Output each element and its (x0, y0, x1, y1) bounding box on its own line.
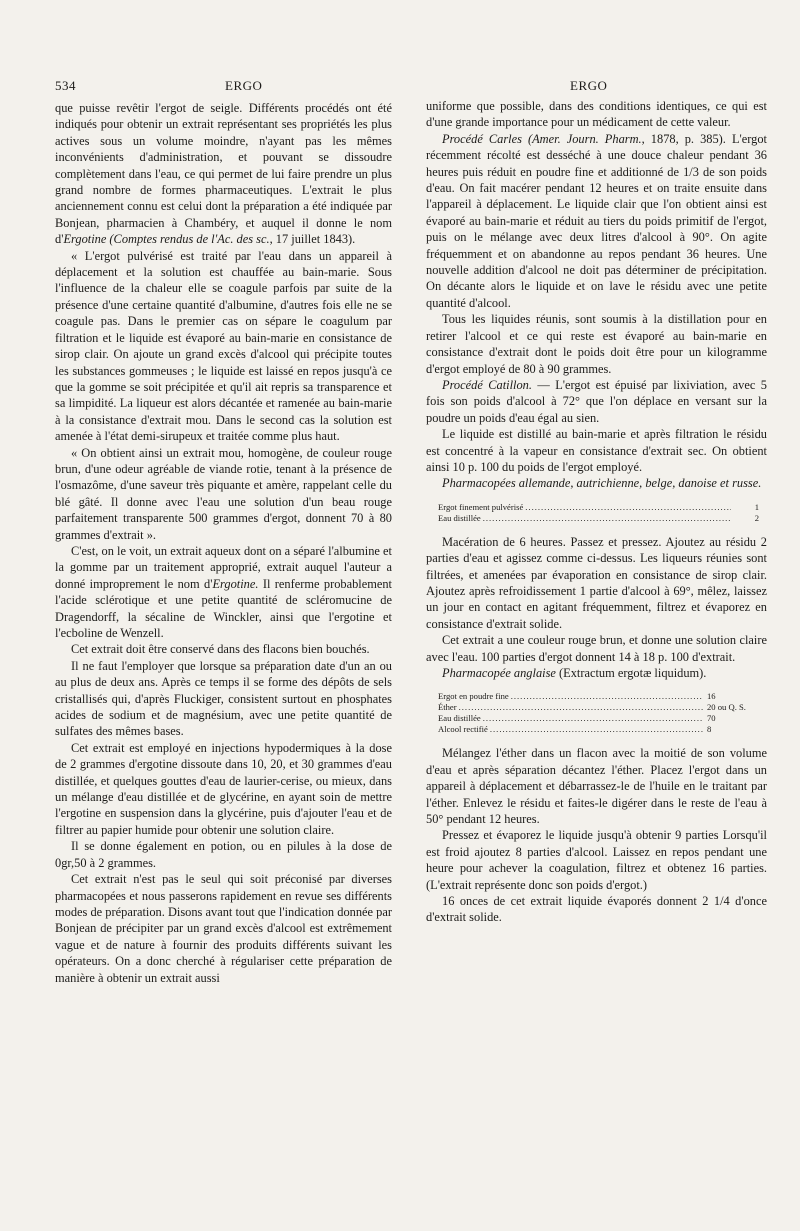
page-number: 534 (55, 78, 76, 93)
paragraph: « On obtient ainsi un extrait mou, homogène, de couleur rouge brun, d'une odeur agréable de viande rotie, tenant à la présence de l'osmazôme, d'une saveur très piquante et amère, rappelant celle du blé gâté. Il donne avec l'eau une solution d'un beau rouge parfaitement transparente 500 grammes d'ergot, donnent 70 à 80 grammes d'extrait ». (55, 445, 392, 542)
formula-table-1 (438, 502, 759, 524)
left-column (55, 100, 392, 986)
formula-row: Ergot en poudre fine ..... 16 (438, 691, 759, 702)
paragraph: Pharmacopée anglaise (Extractum ergotæ liquidum). (442, 666, 707, 680)
paragraph: Procédé Catillon. — L'ergot est épuisé par lixiviation, avec 5 fois son poids d'alcool à 72° que l'on déplace en versant sur la poudre un poids d'eau égal au sien. (426, 377, 767, 425)
paragraph: Mélangez l'éther dans un flacon avec la moitié de son volume d'eau et après séparation décantez l'éther. Placez l'ergot dans un appareil à déplacement et débarrassez-le de l'huile en le traitant par l'éther. Enlevez le résidu et faites-le digérer dans le reste de l'eau à 50° pendant 12 heures. (426, 746, 767, 827)
paragraph: Cet extrait doit être conservé dans des flacons bien bouchés. (71, 642, 370, 657)
formula-row: Eau distillée ..... 70 (438, 713, 759, 724)
paragraph: Pharmacopées allemande, autrichienne, belge, danoise et russe. (442, 476, 762, 491)
right-column (426, 98, 767, 926)
paragraph: Tous les liquides réunis, sont soumis à la distillation pour en retirer l'alcool et ce qui reste est évaporé au bain-marie en consistance d'extrait dont le poids doit être pour un kilogramme d'ergot employé de 80 à 90 grammes. (426, 312, 767, 376)
formula-table-2 (438, 691, 759, 735)
paragraph: que puisse revêtir l'ergot de seigle. Différents procédés ont été indiqués pour obtenir un extrait représentant ses propriétés les plus actives sous un volume moindre, n'ayant pas les mêmes inconvénients d'administration, et pouvant se dissoudre complètement dans l'eau, ce qui permet de lui faire prendre un plus grand nombre de formes pharmaceutiques. L'extrait le plus anciennement connu est celui dont la préparation a été indiquée par Bonjean, pharmacien à Chambéry, et auquel il donne le nom d'Ergotine (Comptes rendus de l'Ac. des sc., 17 juillet 1843). (55, 101, 392, 247)
paragraph: uniforme que possible, dans des conditions identiques, ce qui est d'une grande importance pour un médicament de cette valeur. (426, 99, 767, 130)
formula-row: Alcool rectifié ..... 8 (438, 724, 759, 735)
running-header-left: ERGO (225, 78, 263, 93)
paragraph: Il ne faut l'employer que lorsque sa préparation date d'un an ou au plus de deux ans. Après ce temps il se forme des dépôts de sels cristallisés qui, d'après Fluckiger, consistent surtout en phosphates acides de sodium et de magnésium, avec une petite quantité de sulfates des mêmes bases. (55, 658, 392, 739)
paragraph: Macération de 6 heures. Passez et pressez. Ajoutez au résidu 2 parties d'eau et agissez comme ci-dessus. Les liqueurs réunies sont filtrées, et amenées par évaporation en consistance de sirop clair. Ajoutez après refroidissement 1 partie d'alcool à 69°, mêlez, laissez un jour en contact en agitant fréquemment, filtrez et évaporez en consistance d'extrait solide. (426, 534, 767, 631)
paragraph: Le liquide est distillé au bain-marie et après filtration le résidu est concentré à la vapeur en consistance d'extrait sec. On obtient ainsi 10 p. 100 du poids de l'ergot employé. (426, 427, 767, 474)
paragraph: « L'ergot pulvérisé est traité par l'eau dans un appareil à déplacement et la solution est chauffée au bain-marie. Sous l'influence de la chaleur elle se coagule parfois par suite de la présence d'une certaine quantité d'albumine, d'autres fois elle ne se coagule pas. Dans le premier cas on sépare le coagulum par filtration et le liquide est évaporé au bain-marie en consistance de sirop clair. On ajoute un grand excès d'alcool qui précipite toutes les substances gommeuses ; le liquide est laissé en repos jusqu'à ce que la gomme se soit précipitée et qu'il ait repris sa transparence et sa limpidité. La liqueur est alors décantée et ramenée au bain-marie à la consistance d'extrait mou. Dans le second cas la solution est amenée à l'état demi-sirupeux et traitée comme plus haut. (55, 248, 392, 444)
paragraph: Cet extrait a une couleur rouge brun, et donne une solution claire avec l'eau. 100 parties d'ergot donnent 14 à 18 p. 100 d'extrait. (426, 633, 767, 664)
paragraph: Pressez et évaporez le liquide jusqu'à obtenir 9 parties Lorsqu'il est froid ajoutez 8 parties d'alcool. Laissez en repos pendant une heure pour achever la coagulation, filtrez et obtenez 16 parties. (L'extrait représente donc son poids d'ergot.) (426, 828, 767, 892)
formula-row: Eau distillée ..... 2 (438, 513, 759, 524)
paragraph: Cet extrait n'est pas le seul qui soit préconisé par diverses pharmacopées et nous passerons rapidement en revue ses différents modes de préparation. Disons avant tout que l'indication donnée par Bonjean de précipiter par un grand excès d'alcool est extrêmement vague et de nature à fournir des produits différents suivant les opérateurs. On a donc cherché à régulariser cette préparation de manière à obtenir un extrait aussi (55, 872, 392, 985)
running-header-right: ERGO (570, 78, 608, 93)
formula-row: Ergot finement pulvérisé ..... 1 (438, 502, 759, 513)
formula-row: Éther ..... 20 ou Q. S. (438, 702, 759, 713)
paragraph: C'est, on le voit, un extrait aqueux dont on a séparé l'albumine et la gomme par un traitement approprié, extrait auquel l'auteur a donné improprement le nom d'Ergotine. Il renferme probablement l'acide sclérotique et une petite quantité de scléromucine de Dragendorff, la sécaline de Winckler, ainsi que l'ergotine et l'ecboline de Wenzell. (55, 543, 393, 640)
paragraph: Procédé Carles (Amer. Journ. Pharm., 1878, p. 385). L'ergot récemment récolté est desséché à une douce chaleur pendant 36 heures puis réduit en poudre fine et additionné de 1/3 de son poids d'eau. On fait macérer pendant 12 heures et on traite ensuite dans l'appareil à déplacement. Le liquide clair que l'on obtient ainsi est évaporé au bain-marie et réduit au tiers du poids primitif de l'ergot, puis on le mélange avec deux litres d'alcool à 90°. On agite fréquemment et on abandonne au repos pendant 36 heures. Une nouvelle addition d'alcool ne doit pas déterminer de précipitation. On décante alors le liquide et on lave le résidu avec une petite quantité d'alcool. (426, 131, 767, 310)
paragraph: 16 onces de cet extrait liquide évaporés donnent 2 1/4 d'once d'extrait solide. (426, 894, 767, 925)
paragraph: Il se donne également en potion, ou en pilules à la dose de 0gr,50 à 2 grammes. (55, 839, 392, 870)
paragraph: Cet extrait est employé en injections hypodermiques à la dose de 2 grammes d'ergotine dissoute dans 10, 20, et 30 grammes d'eau distillée, et quelques gouttes d'eau de laurier-cerise, ou mieux, dans un mélange d'eau distillée et de glycérine, en ayant soin de mettre l'ergotine en suspension dans la glycérine, puis d'ajouter l'eau et de filtrer au papier humide pour obtenir une solution claire. (55, 740, 392, 837)
